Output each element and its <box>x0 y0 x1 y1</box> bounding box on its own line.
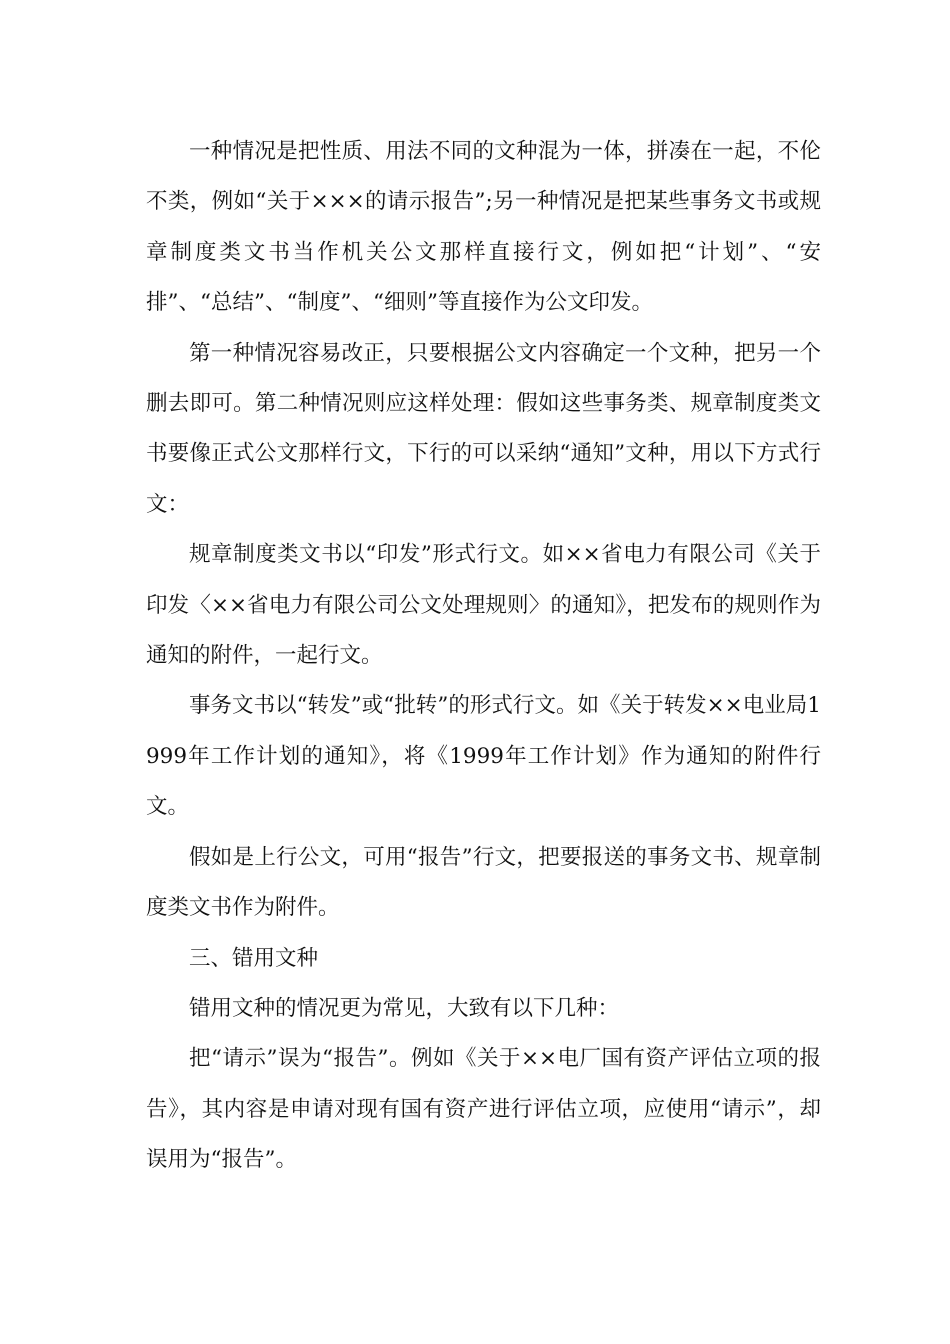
paragraph-mixed-genres: 一种情况是把性质、用法不同的文种混为一体，拼凑在一起，不伦不类，例如“关于×××的请示报告”;另一种情况是把某些事务文书或规章制度类文书当作机关公文那样直接行文，例如把“计划”、“安排”、“总结”、“制度”、“细则”等直接作为公文印发。 <box>146 139 821 316</box>
paragraph-upward-report: 假如是上行公文，可用“报告”行文，把要报送的事务文书、规章制度类文书作为附件。 <box>146 844 821 921</box>
paragraph-affairs-forwarding: 事务文书以“转发”或“批转”的形式行文。如《关于转发××电业局1999年工作计划的通知》，将《1999年工作计划》作为通知的附件行文。 <box>146 693 821 820</box>
document-body <box>146 127 821 1186</box>
paragraph-regulation-issuance: 规章制度类文书以“印发”形式行文。如××省电力有限公司《关于印发〈××省电力有限公司公文处理规则〉的通知》，把发布的规则作为通知的附件，一起行文。 <box>146 542 821 669</box>
paragraph-misuse-intro: 错用文种的情况更为常见，大致有以下几种： <box>189 995 620 1021</box>
section-heading-misused-genre: 三、错用文种 <box>189 945 319 971</box>
paragraph-correction-method: 第一种情况容易改正，只要根据公文内容确定一个文种，把另一个删去即可。第二种情况则应这样处理：假如这些事务类、规章制度类文书要像正式公文那样行文，下行的可以采纳“通知”文种，用以下方式行文： <box>146 340 821 517</box>
paragraph-request-vs-report: 把“请示”误为“报告”。例如《关于××电厂国有资产评估立项的报告》，其内容是申请对现有国有资产进行评估立项，应使用“请示”，却误用为“报告”。 <box>146 1046 821 1173</box>
